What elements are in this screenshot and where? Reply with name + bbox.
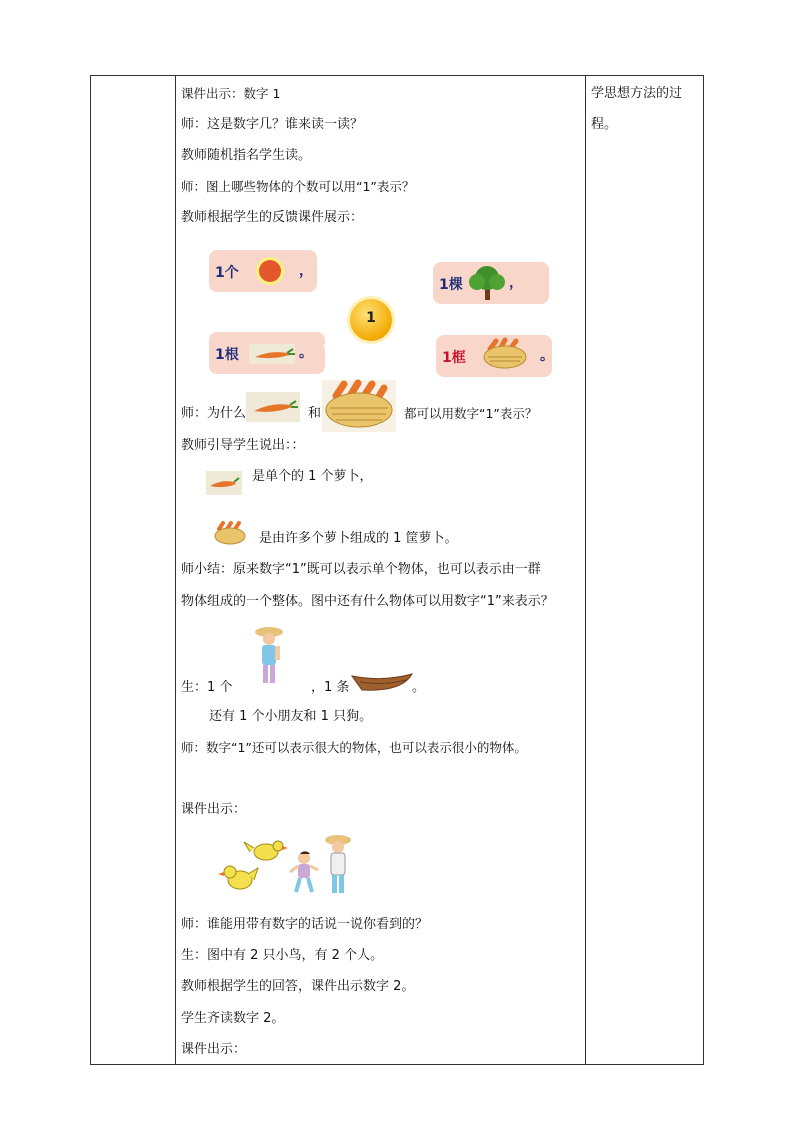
bird-icon: [244, 841, 288, 860]
birds-and-people-image: [220, 834, 360, 898]
text-segment: 都可以用数字“1”表示？: [404, 406, 538, 421]
bubble-label: 1根: [215, 347, 239, 363]
text-line: 师：数字“1”还可以表示很大的物体，也可以表示很小的物体。: [181, 740, 527, 755]
right-note-line1: 学思想方法的过: [591, 86, 683, 101]
text-line: 学生齐读数字 2。: [181, 1011, 285, 1026]
farmer-icon: [253, 624, 289, 686]
column-divider-right: [585, 76, 586, 1064]
tree-icon: [467, 264, 507, 302]
text-line: 师：这是数字几？谁来读一读？: [181, 117, 364, 132]
boat-icon: [352, 672, 412, 694]
right-note-line2: 程。: [591, 117, 618, 132]
text-line: 是单个的 1 个萝卜，: [252, 469, 373, 484]
bubble-one-basket: [436, 335, 552, 377]
bubble-tail: ，: [299, 263, 313, 279]
text-line: 师：图上哪些物体的个数可以用“1”表示？: [181, 179, 415, 194]
text-segment: ，1 条: [311, 680, 350, 695]
carrot-basket-icon: [322, 380, 396, 432]
bubble-one-orange: [209, 250, 317, 292]
text-line: 还有 1 个小朋友和 1 只狗。: [209, 709, 373, 724]
bubble-label: 1棵: [439, 277, 463, 293]
text-line: 物体组成的一个整体。图中还有什么物体可以用数字“1”来表示？: [181, 594, 554, 609]
text-segment: 生：1 个: [181, 680, 233, 695]
text-segment: 。: [412, 680, 426, 695]
bubble-one-carrot: [209, 332, 325, 374]
text-line: 师小结：原来数字“1”既可以表示单个物体，也可以表示由一群: [181, 562, 541, 577]
column-divider-left: [175, 76, 176, 1064]
orange-icon: [255, 256, 285, 286]
center-number: 1: [366, 310, 376, 326]
bubble-label: 1个: [215, 265, 239, 281]
carrot-icon: [246, 392, 300, 422]
carrot-icon: [206, 471, 242, 495]
text-line: 教师引导学生说出：：: [181, 438, 305, 453]
child-icon: [290, 851, 318, 892]
text-line: [181, 405, 246, 423]
farmer-icon: [325, 835, 351, 893]
text-line: 教师根据学生的反馈课件展示：: [181, 210, 364, 225]
carrot-icon: [249, 344, 295, 364]
number-one-circle: [350, 299, 392, 341]
bubble-tail: ，: [509, 275, 523, 291]
bubble-one-tree: [433, 262, 549, 304]
text-line: 师：谁能用带有数字的话说一说你看到的？: [181, 917, 429, 932]
text-line: 课件出示：: [181, 802, 247, 817]
bubble-tail: 。: [540, 348, 554, 364]
bubble-label: 1框: [442, 350, 466, 366]
text-line: 课件出示：: [181, 1042, 247, 1057]
carrot-basket-icon: [213, 521, 247, 547]
text-line: 是由许多个萝卜组成的 1 筐萝卜。: [259, 531, 458, 546]
text-segment: 和: [308, 406, 322, 421]
text-segment: 师：为什么: [181, 406, 247, 421]
text-line: 课件出示：数字 1: [181, 86, 281, 101]
bubble-tail: 。: [299, 345, 313, 361]
text-line: 教师根据学生的回答，课件出示数字 2。: [181, 979, 415, 994]
carrot-basket-icon: [482, 339, 528, 373]
text-line: 教师随机指名学生读。: [181, 148, 312, 163]
text-line: 生：图中有 2 只小鸟，有 2 个人。: [181, 948, 384, 963]
bird-icon: [218, 866, 258, 889]
